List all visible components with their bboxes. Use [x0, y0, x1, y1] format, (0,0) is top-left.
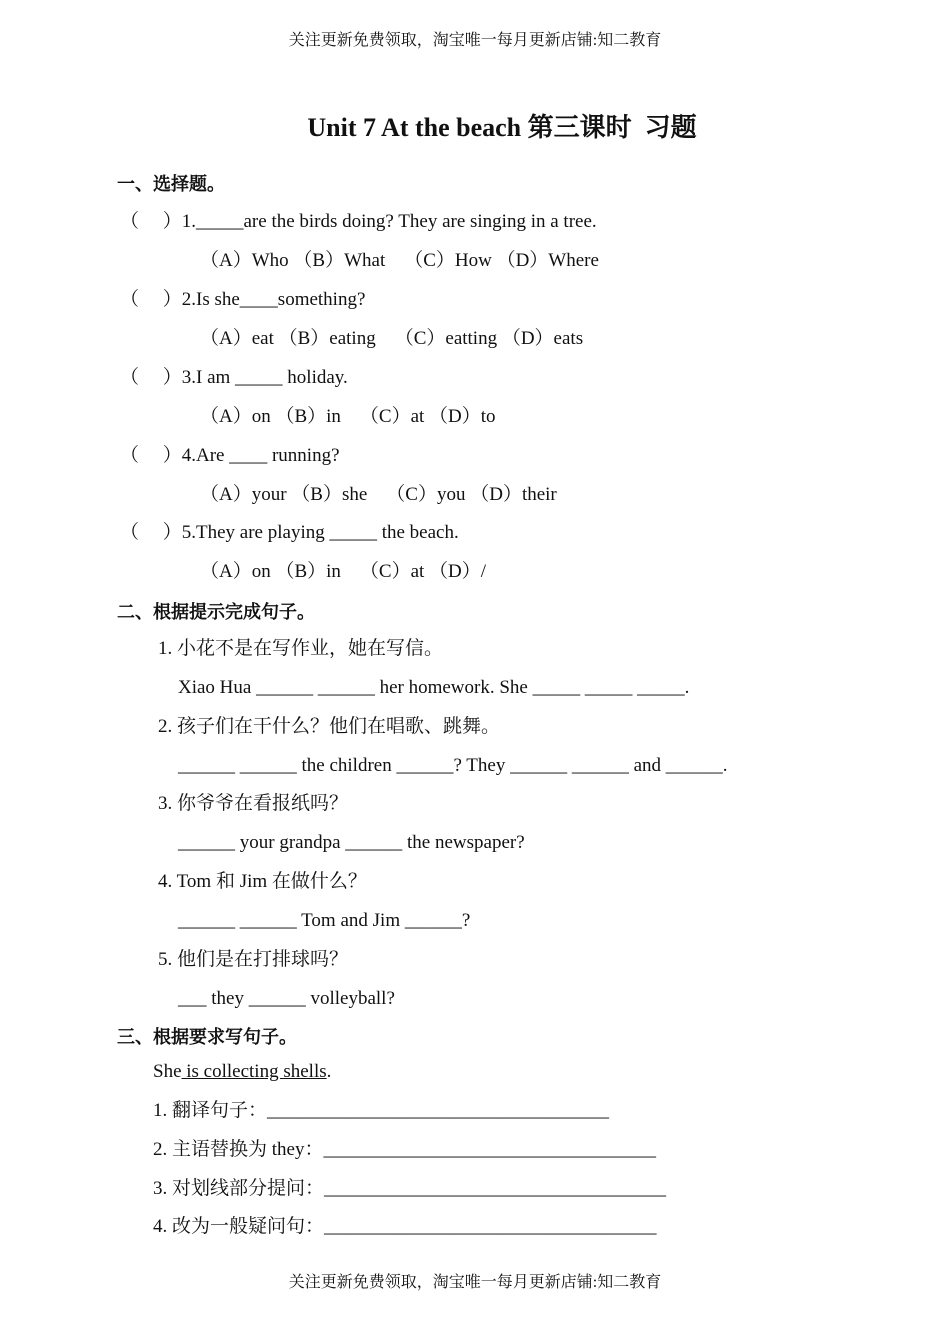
- question-stem: （ ）4.Are ____ running?: [120, 445, 340, 466]
- prompt-chinese: 1. 小花不是在写作业，她在写信。: [158, 638, 444, 659]
- prompt-chinese: 5. 他们是在打排球吗？: [158, 949, 349, 970]
- prompt-english: ___ they ______ volleyball?: [178, 988, 395, 1009]
- prompt-english: ______ your grandpa ______ the newspaper?: [178, 832, 525, 853]
- page-title: Unit 7 At the beach 第三课时 习题: [307, 113, 697, 142]
- question-stem: （ ）3.I am _____ holiday.: [120, 367, 348, 388]
- question-stem: （ ）2.Is she____something?: [120, 289, 366, 310]
- question-options: （A）on （B）in （C）at （D）/: [200, 561, 487, 582]
- base-sentence: [153, 1061, 331, 1083]
- section-heading: 一、选择题。: [117, 174, 225, 194]
- sentence-subject: She: [153, 1061, 182, 1082]
- task-line: 1. 翻译句子：____________________________________: [153, 1100, 610, 1121]
- question-options: （A）Who （B）What （C）How （D）Where: [200, 250, 599, 271]
- section-heading: 三、根据要求写句子。: [117, 1027, 297, 1047]
- question-options: （A）eat （B）eating （C）eatting （D）eats: [200, 328, 584, 349]
- page-footer: 关注更新免费领取，淘宝唯一每月更新店铺:知二教育: [288, 1274, 662, 1291]
- question-stem: （ ）1._____are the birds doing? They are singing in a tree.: [120, 211, 597, 232]
- task-line: 4. 改为一般疑问句：___________________________________: [153, 1216, 657, 1237]
- prompt-english: ______ ______ the children ______? They ______ ______ and ______.: [178, 755, 728, 776]
- task-line: 2. 主语替换为 they：___________________________________: [153, 1139, 656, 1160]
- prompt-english: ______ ______ Tom and Jim ______?: [178, 910, 471, 931]
- task-line: 3. 对划线部分提问：____________________________________: [153, 1178, 667, 1199]
- prompt-english: Xiao Hua ______ ______ her homework. She _____ _____ _____.: [178, 677, 690, 698]
- question-options: （A）on （B）in （C）at （D）to: [200, 406, 496, 427]
- question-stem: （ ）5.They are playing _____ the beach.: [120, 522, 459, 543]
- underlined-predicate: is collecting shells: [181, 1061, 327, 1082]
- prompt-chinese: 2. 孩子们在干什么？他们在唱歌、跳舞。: [158, 716, 501, 737]
- prompt-chinese: 3. 你爷爷在看报纸吗？: [158, 793, 349, 814]
- question-options: （A）your （B）she （C）you （D）their: [200, 484, 557, 505]
- sentence-period: .: [326, 1061, 332, 1082]
- prompt-chinese: 4. Tom 和 Jim 在做什么？: [158, 871, 367, 892]
- section-heading: 二、根据提示完成句子。: [117, 602, 315, 622]
- page-header: 关注更新免费领取，淘宝唯一每月更新店铺:知二教育: [288, 32, 662, 49]
